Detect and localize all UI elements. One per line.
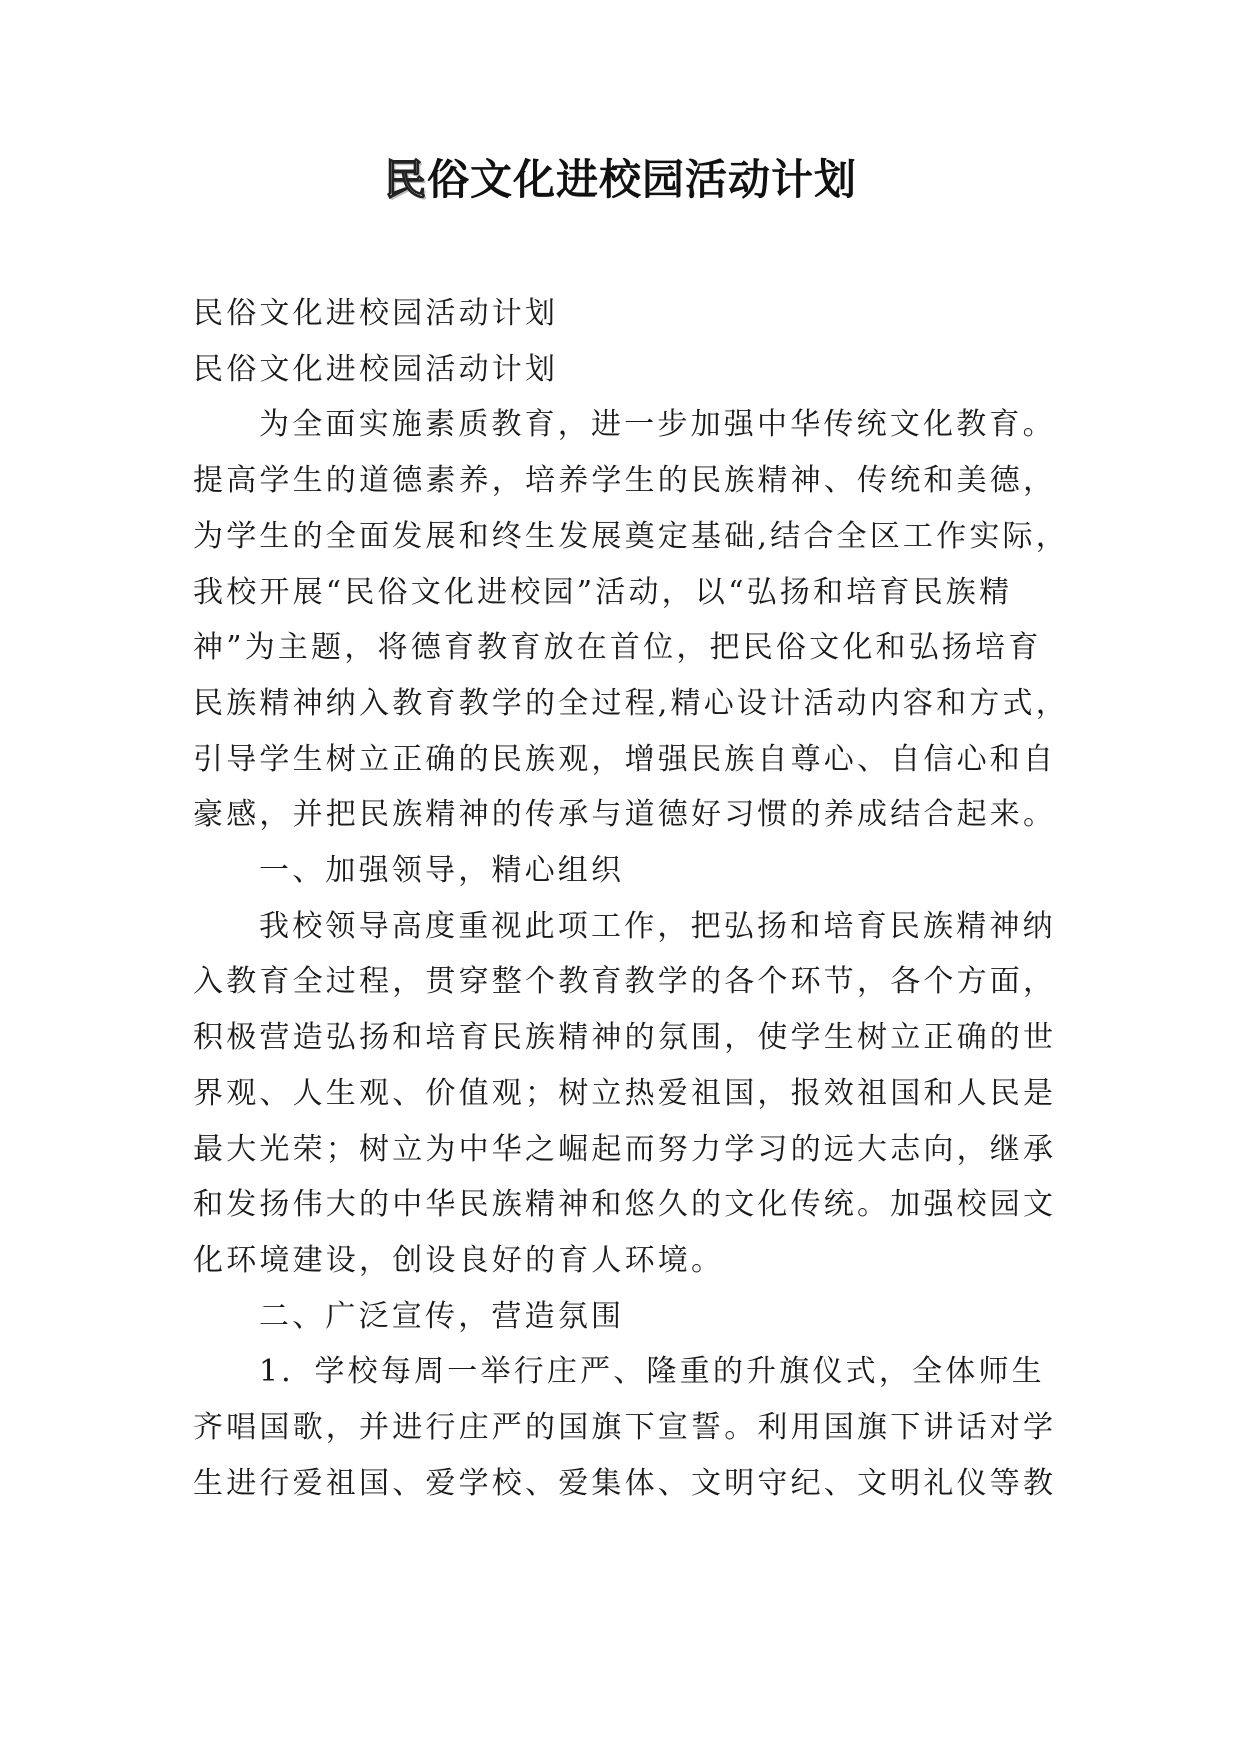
title-first-char: 民	[383, 155, 427, 204]
text-line: 我校领导高度重视此项工作，把弘扬和培育民族精神纳	[259, 908, 1056, 944]
text-line: 豪感，并把民族精神的传承与道德好习惯的养成结合起来。	[193, 797, 1057, 833]
text-line: 积极营造弘扬和培育民族精神的氛围，使学生树立正确的世	[193, 1020, 1057, 1056]
page-title	[0, 150, 1241, 210]
text-line: 民族精神纳入教育教学的全过程,精心设计活动内容和方式，	[193, 685, 1069, 721]
text-line: 最大光荣；树立为中华之崛起而努力学习的远大志向，继承	[193, 1131, 1057, 1167]
text-line: 入教育全过程，贯穿整个教育教学的各个环节，各个方面，	[193, 964, 1057, 1000]
text-line: 神”为主题，将德育教育放在首位，把民俗文化和弘扬培育	[193, 630, 1042, 666]
text-line: 我校开展“民俗文化进校园”活动，以“弘扬和培育民族精	[193, 574, 1013, 610]
text-line: 为学生的全面发展和终生发展奠定基础,结合全区工作实际，	[193, 518, 1069, 554]
text-line: 化环境建设，创设良好的育人环境。	[193, 1242, 725, 1278]
text-line: 提高学生的道德素养，培养学生的民族精神、传统和美德，	[193, 463, 1057, 499]
text-line: 为全面实施素质教育，进一步加强中华传统文化教育。	[259, 407, 1056, 443]
text-line: 齐唱国歌，并进行庄严的国旗下宣誓。利用国旗下讲话对学	[193, 1410, 1057, 1446]
text-line: 一、加强领导，精心组织	[259, 853, 625, 889]
text-line: 民俗文化进校园活动计划	[193, 351, 559, 387]
text-line: 1．学校每周一举行庄严、隆重的升旗仪式，全体师生	[259, 1354, 1045, 1390]
text-line: 界观、人生观、价值观；树立热爱祖国，报效祖国和人民是	[193, 1075, 1057, 1111]
document-body	[193, 286, 1069, 1511]
text-line: 和发扬伟大的中华民族精神和悠久的文化传统。加强校园文	[193, 1187, 1057, 1223]
text-line: 二、广泛宣传，营造氛围	[259, 1298, 625, 1334]
title-text: 俗文化进校园活动计划	[427, 155, 858, 204]
text-line: 生进行爱祖国、爱学校、爱集体、文明守纪、文明礼仪等教	[193, 1465, 1057, 1501]
text-line: 引导学生树立正确的民族观，增强民族自尊心、自信心和自	[193, 741, 1057, 777]
text-line: 民俗文化进校园活动计划	[193, 296, 559, 331]
